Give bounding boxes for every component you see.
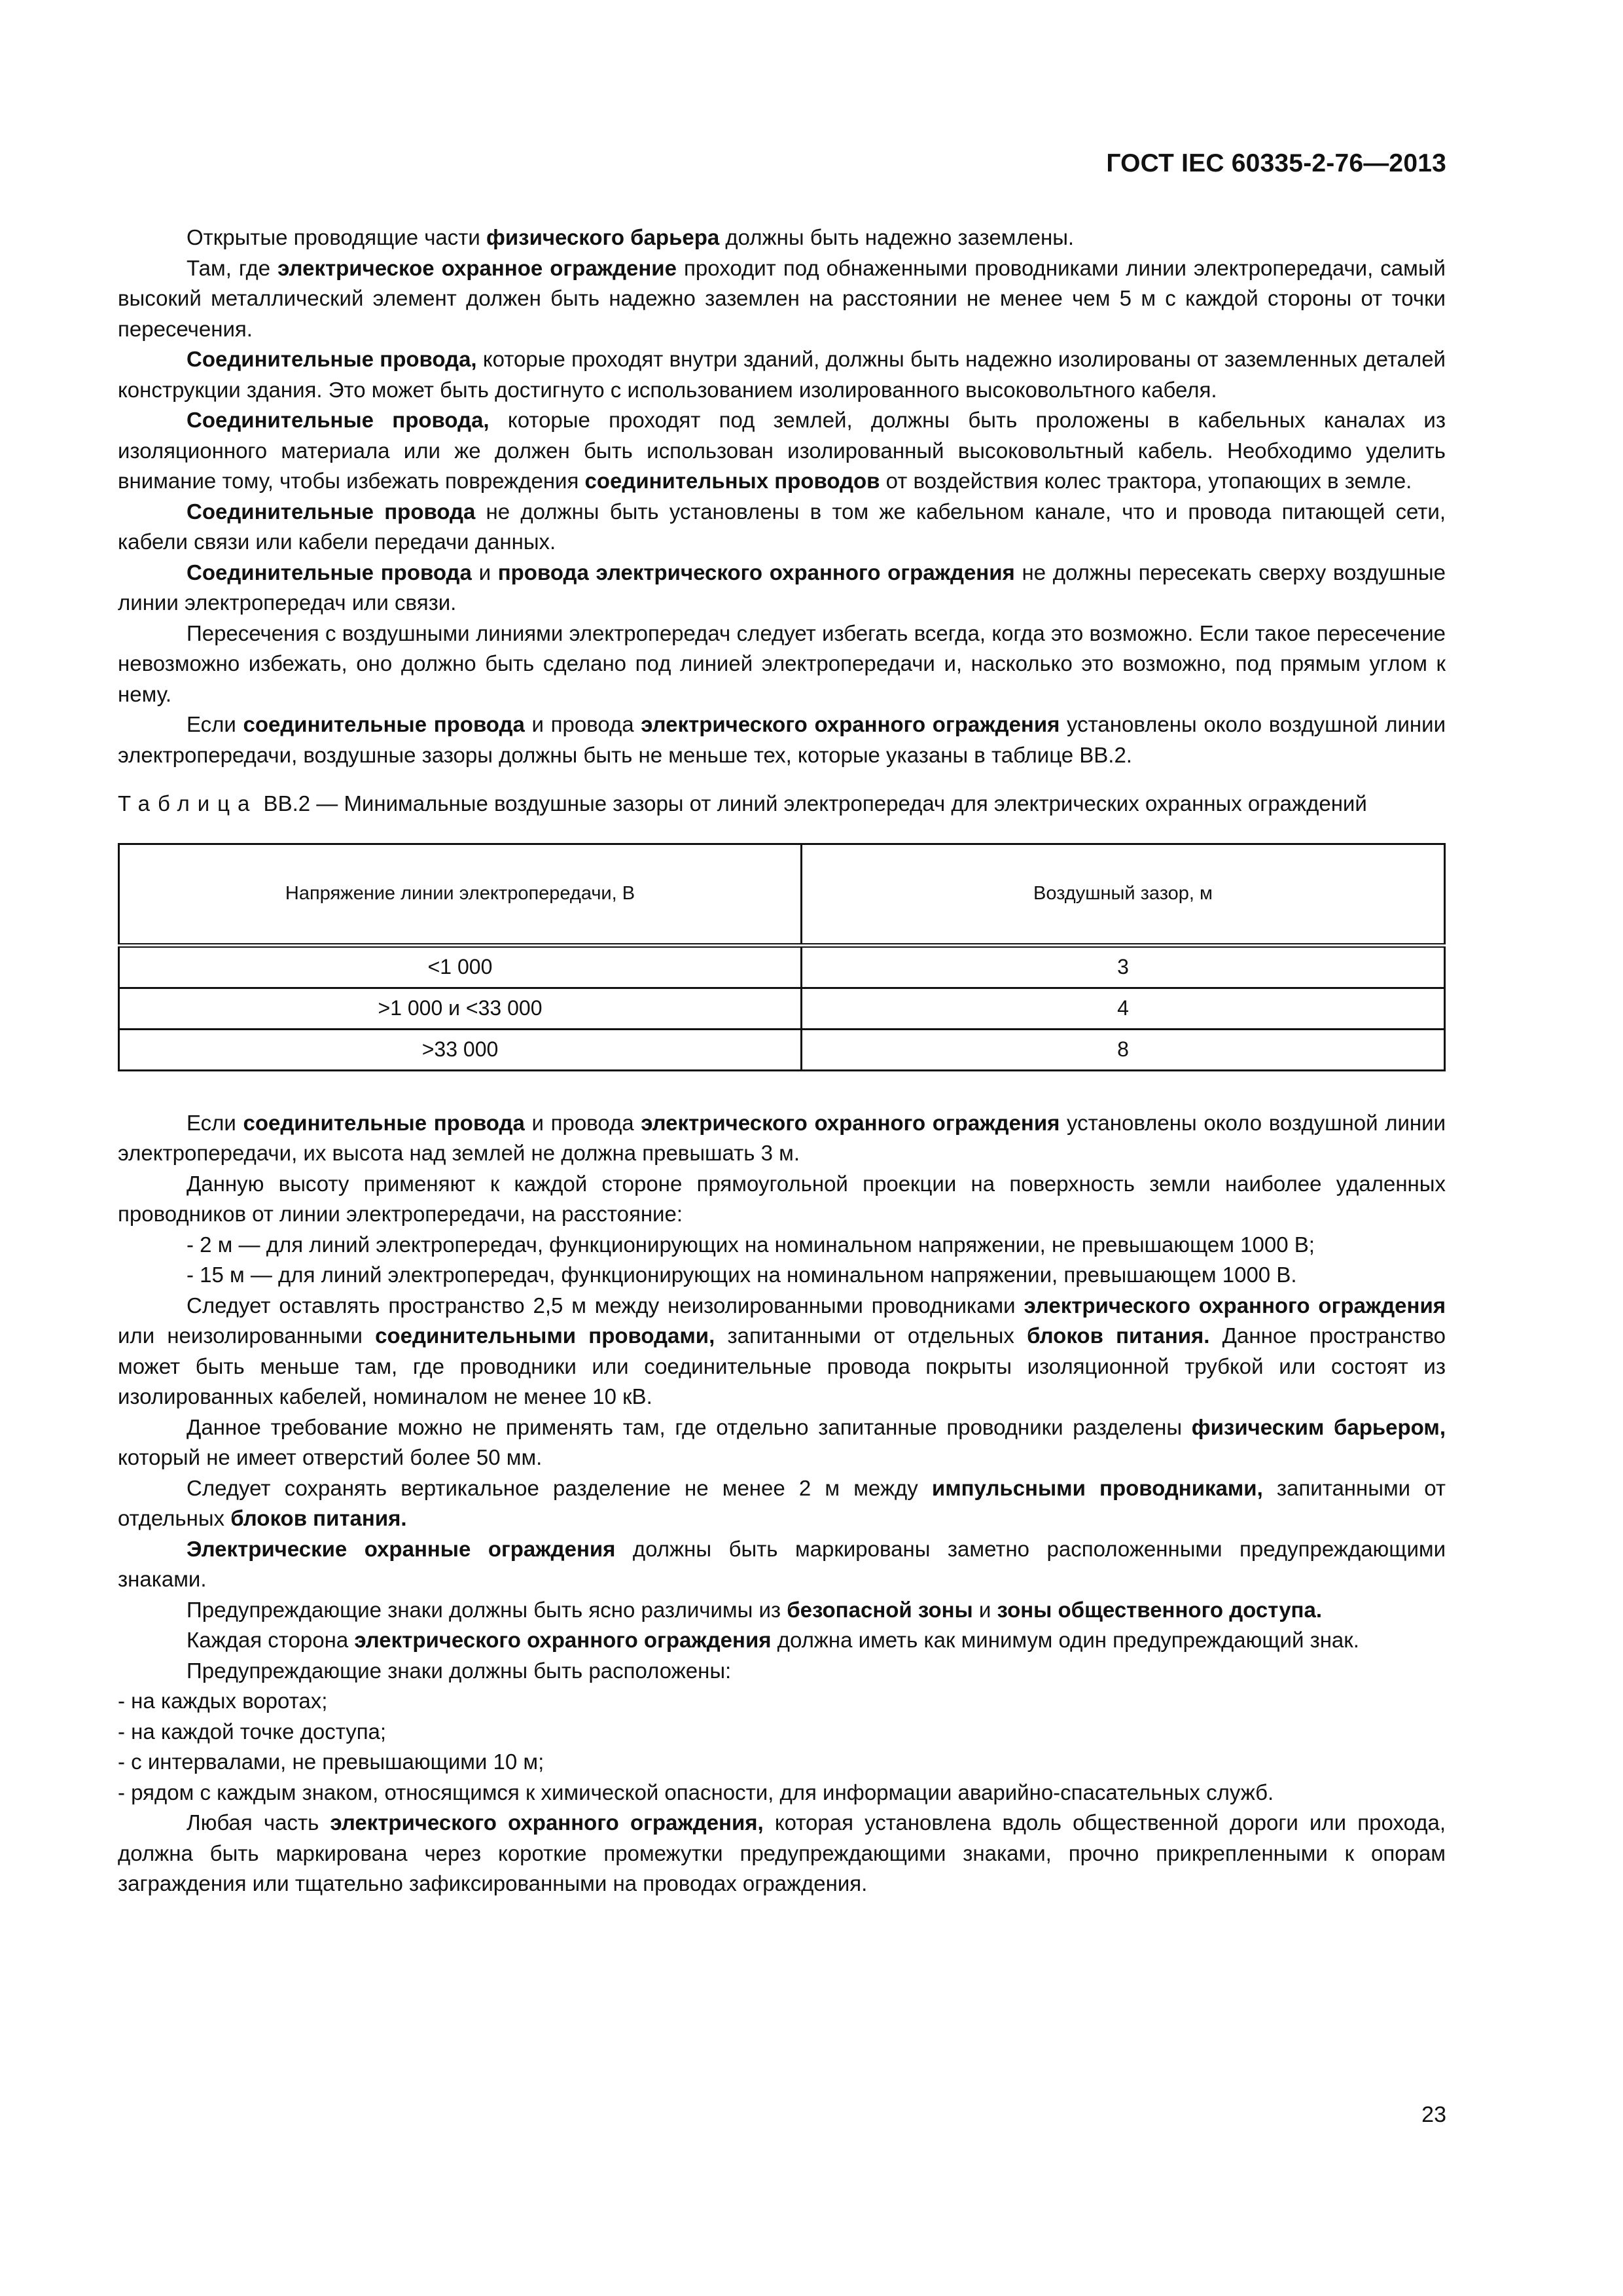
text-run: - на каждых воротах; — [118, 1689, 328, 1713]
bold-term: физического барьера — [486, 225, 720, 249]
table-caption-word: Таблица — [118, 791, 258, 816]
bold-term: Соединительные провода, — [187, 408, 490, 432]
paragraph — [118, 1747, 1446, 1778]
page-number: 23 — [1421, 2102, 1446, 2127]
paragraph — [118, 223, 1446, 253]
bold-term: электрического охранного ограждения — [641, 1110, 1060, 1135]
paragraph — [118, 1595, 1446, 1626]
text-run: Открытые проводящие части — [187, 225, 487, 249]
paragraph — [118, 1169, 1446, 1230]
text-run: Данную высоту применяют к каждой стороне прямоугольной проекции на поверхность земли наиболее удаленных проводников от линии электропередачи, на расстояние: — [118, 1171, 1446, 1226]
text-run: не должны пересекать сверху воздушные линии электропередач или связи. — [118, 560, 1446, 615]
paragraph — [118, 1291, 1446, 1412]
text-run: и провода — [524, 712, 641, 736]
text-run: Предупреждающие знаки должны быть расположены: — [187, 1658, 732, 1683]
paragraphs-after-table — [118, 1108, 1446, 1899]
text-run: Следует сохранять вертикальное разделение не менее 2 м между — [187, 1475, 932, 1500]
table-row — [119, 988, 1445, 1029]
text-run: Данное пространство может быть меньше там, где проводники или соединительные провода покрыты изоляционной трубкой или состоят из изолированных кабелей, номиналом не менее 10 кВ. — [118, 1323, 1446, 1408]
text-run: запитанными от отдельных — [715, 1323, 1027, 1348]
table-row — [119, 945, 1445, 988]
text-run: и — [972, 1597, 997, 1622]
text-run: которые проходят внутри зданий, должны быть надежно изолированы от заземленных деталей конструкции здания. Это может быть достигнуто с использованием изолированного высоковольтного кабеля. — [118, 347, 1446, 402]
bold-term: Электрические охранные ограждения — [187, 1536, 616, 1561]
text-run: Следует оставлять пространство 2,5 м между неизолированными проводниками — [187, 1293, 1024, 1318]
paragraph — [118, 1534, 1446, 1595]
text-run: Пересечения с воздушными линиями электропередач следует избегать всегда, когда это возможно. Если такое пересечение невозможно избежать, оно должно быть сделано под линией электропередачи и, насколько это возможно, под прямым углом к нему. — [118, 620, 1446, 706]
cell-voltage: >33 000 — [119, 1029, 802, 1070]
paragraph — [118, 558, 1446, 619]
paragraph — [118, 1230, 1446, 1261]
paragraph — [118, 405, 1446, 497]
paragraph — [118, 1108, 1446, 1169]
text-run: Предупреждающие знаки должны быть ясно различимы из — [187, 1597, 787, 1622]
paragraph — [118, 1656, 1446, 1687]
bold-term: электрического охранного ограждения — [641, 712, 1060, 736]
text-run: Там, где — [187, 255, 278, 280]
paragraph — [118, 1260, 1446, 1291]
text-run: - с интервалами, не превышающими 10 м; — [118, 1749, 544, 1774]
text-run: или неизолированными — [118, 1323, 376, 1348]
cell-voltage: <1 000 — [119, 945, 802, 988]
clearance-table — [118, 843, 1446, 1071]
text-run: должны быть надежно заземлены. — [719, 225, 1075, 249]
table-header-row — [119, 844, 1445, 945]
paragraph — [118, 1686, 1446, 1717]
paragraph — [118, 1717, 1446, 1748]
table-caption — [118, 789, 1446, 819]
bold-term: электрического охранного ограждения — [354, 1628, 772, 1652]
bold-term: безопасной зоны — [787, 1597, 973, 1622]
paragraph — [118, 709, 1446, 770]
header-clearance: Воздушный зазор, м — [802, 844, 1445, 945]
text-run: - 15 м — для линий электропередач, функционирующих на номинальном напряжении, превышающем 1000 В. — [187, 1263, 1297, 1287]
bold-term: Соединительные провода — [187, 499, 476, 524]
text-run: Любая часть — [187, 1810, 330, 1835]
bold-term: Соединительные провода — [187, 560, 472, 584]
text-run: Если — [187, 1110, 243, 1135]
text-run: и — [471, 560, 498, 584]
bold-term: соединительными проводами, — [375, 1323, 715, 1348]
header-voltage: Напряжение линии электропередачи, В — [119, 844, 802, 945]
text-run: которая установлена вдоль общественной дороги или прохода, должна быть маркирована через короткие промежутки предупреждающими знаками, прочно прикрепленными к опорам заграждения или тщательно зафиксированными на проводах ограждения. — [118, 1810, 1446, 1895]
text-run: и провода — [524, 1110, 641, 1135]
text-run: должны быть маркированы заметно расположенными предупреждающими знаками. — [118, 1536, 1446, 1591]
text-run: которые проходят под землей, должны быть проложены в кабельных каналах из изоляционного материала или же должен быть использован изолированный высоковольтный кабель. Необходимо уделить внимание тому, чтобы избежать повреждения — [118, 408, 1446, 493]
bold-term: электрического охранного ограждения — [1024, 1293, 1446, 1318]
cell-clearance: 3 — [802, 945, 1445, 988]
bold-term: блоков питания. — [230, 1506, 407, 1530]
bold-term: соединительных проводов — [584, 469, 880, 493]
paragraph — [118, 497, 1446, 558]
text-run: установлены около воздушной линии электропередачи, их высота над землей не должна превышать 3 м. — [118, 1110, 1446, 1165]
text-run: - 2 м — для линий электропередач, функционирующих на номинальном напряжении, не превышающем 1000 В; — [187, 1232, 1315, 1257]
text-run: который не имеет отверстий более 50 мм. — [118, 1445, 543, 1469]
bold-term: блоков питания. — [1027, 1323, 1210, 1348]
paragraph — [118, 253, 1446, 345]
text-run: - на каждой точке доступа; — [118, 1719, 387, 1744]
paragraph — [118, 1808, 1446, 1899]
cell-clearance: 8 — [802, 1029, 1445, 1070]
text-run: должна иметь как минимум один предупреждающий знак. — [771, 1628, 1359, 1652]
text-run: Каждая сторона — [187, 1628, 355, 1652]
paragraph — [118, 619, 1446, 710]
cell-clearance: 4 — [802, 988, 1445, 1029]
bold-term: электрическое охранное ограждение — [277, 255, 677, 280]
page-body — [118, 223, 1446, 1899]
text-run: установлены около воздушной линии электропередачи, воздушные зазоры должны быть не меньше тех, которые указаны в таблице ВВ.2. — [118, 712, 1446, 767]
standard-header: ГОСТ IEC 60335-2-76—2013 — [1106, 149, 1446, 177]
text-run: Если — [187, 712, 243, 736]
text-run: запитанными от отдельных — [118, 1475, 1446, 1530]
table-row — [119, 1029, 1445, 1070]
bold-term: соединительные провода — [243, 712, 525, 736]
bold-term: соединительные провода — [243, 1110, 525, 1135]
bold-term: Соединительные провода, — [187, 347, 477, 371]
paragraph — [118, 344, 1446, 405]
text-run: не должны быть установлены в том же кабельном канале, что и провода питающей сети, кабели связи или кабели передачи данных. — [118, 499, 1446, 554]
table-caption-text: ВВ.2 — Минимальные воздушные зазоры от линий электропередач для электрических охранных ограждений — [257, 791, 1367, 816]
paragraph — [118, 1412, 1446, 1473]
text-run: от воздействия колес трактора, утопающих в земле. — [880, 469, 1412, 493]
bold-term: импульсными проводниками, — [931, 1475, 1263, 1500]
paragraph — [118, 1473, 1446, 1534]
bold-term: провода электрического охранного ограждения — [497, 560, 1015, 584]
text-run: Данное требование можно не применять там, где отдельно запитанные проводники разделены — [187, 1414, 1192, 1439]
text-run: - рядом с каждым знаком, относящимся к химической опасности, для информации аварийно-спасательных служб. — [118, 1780, 1274, 1804]
text-run: проходит под обнаженными проводниками линии электропередачи, самый высокий металлический элемент должен быть надежно заземлен на расстоянии не менее чем 5 м с каждой стороны от точки пересечения. — [118, 255, 1446, 341]
paragraphs-before-table — [118, 223, 1446, 770]
paragraph — [118, 1778, 1446, 1808]
paragraph — [118, 1625, 1446, 1656]
cell-voltage: >1 000 и <33 000 — [119, 988, 802, 1029]
bold-term: физическим барьером, — [1191, 1414, 1446, 1439]
bold-term: электрического охранного ограждения, — [330, 1810, 764, 1835]
bold-term: зоны общественного доступа. — [997, 1597, 1323, 1622]
